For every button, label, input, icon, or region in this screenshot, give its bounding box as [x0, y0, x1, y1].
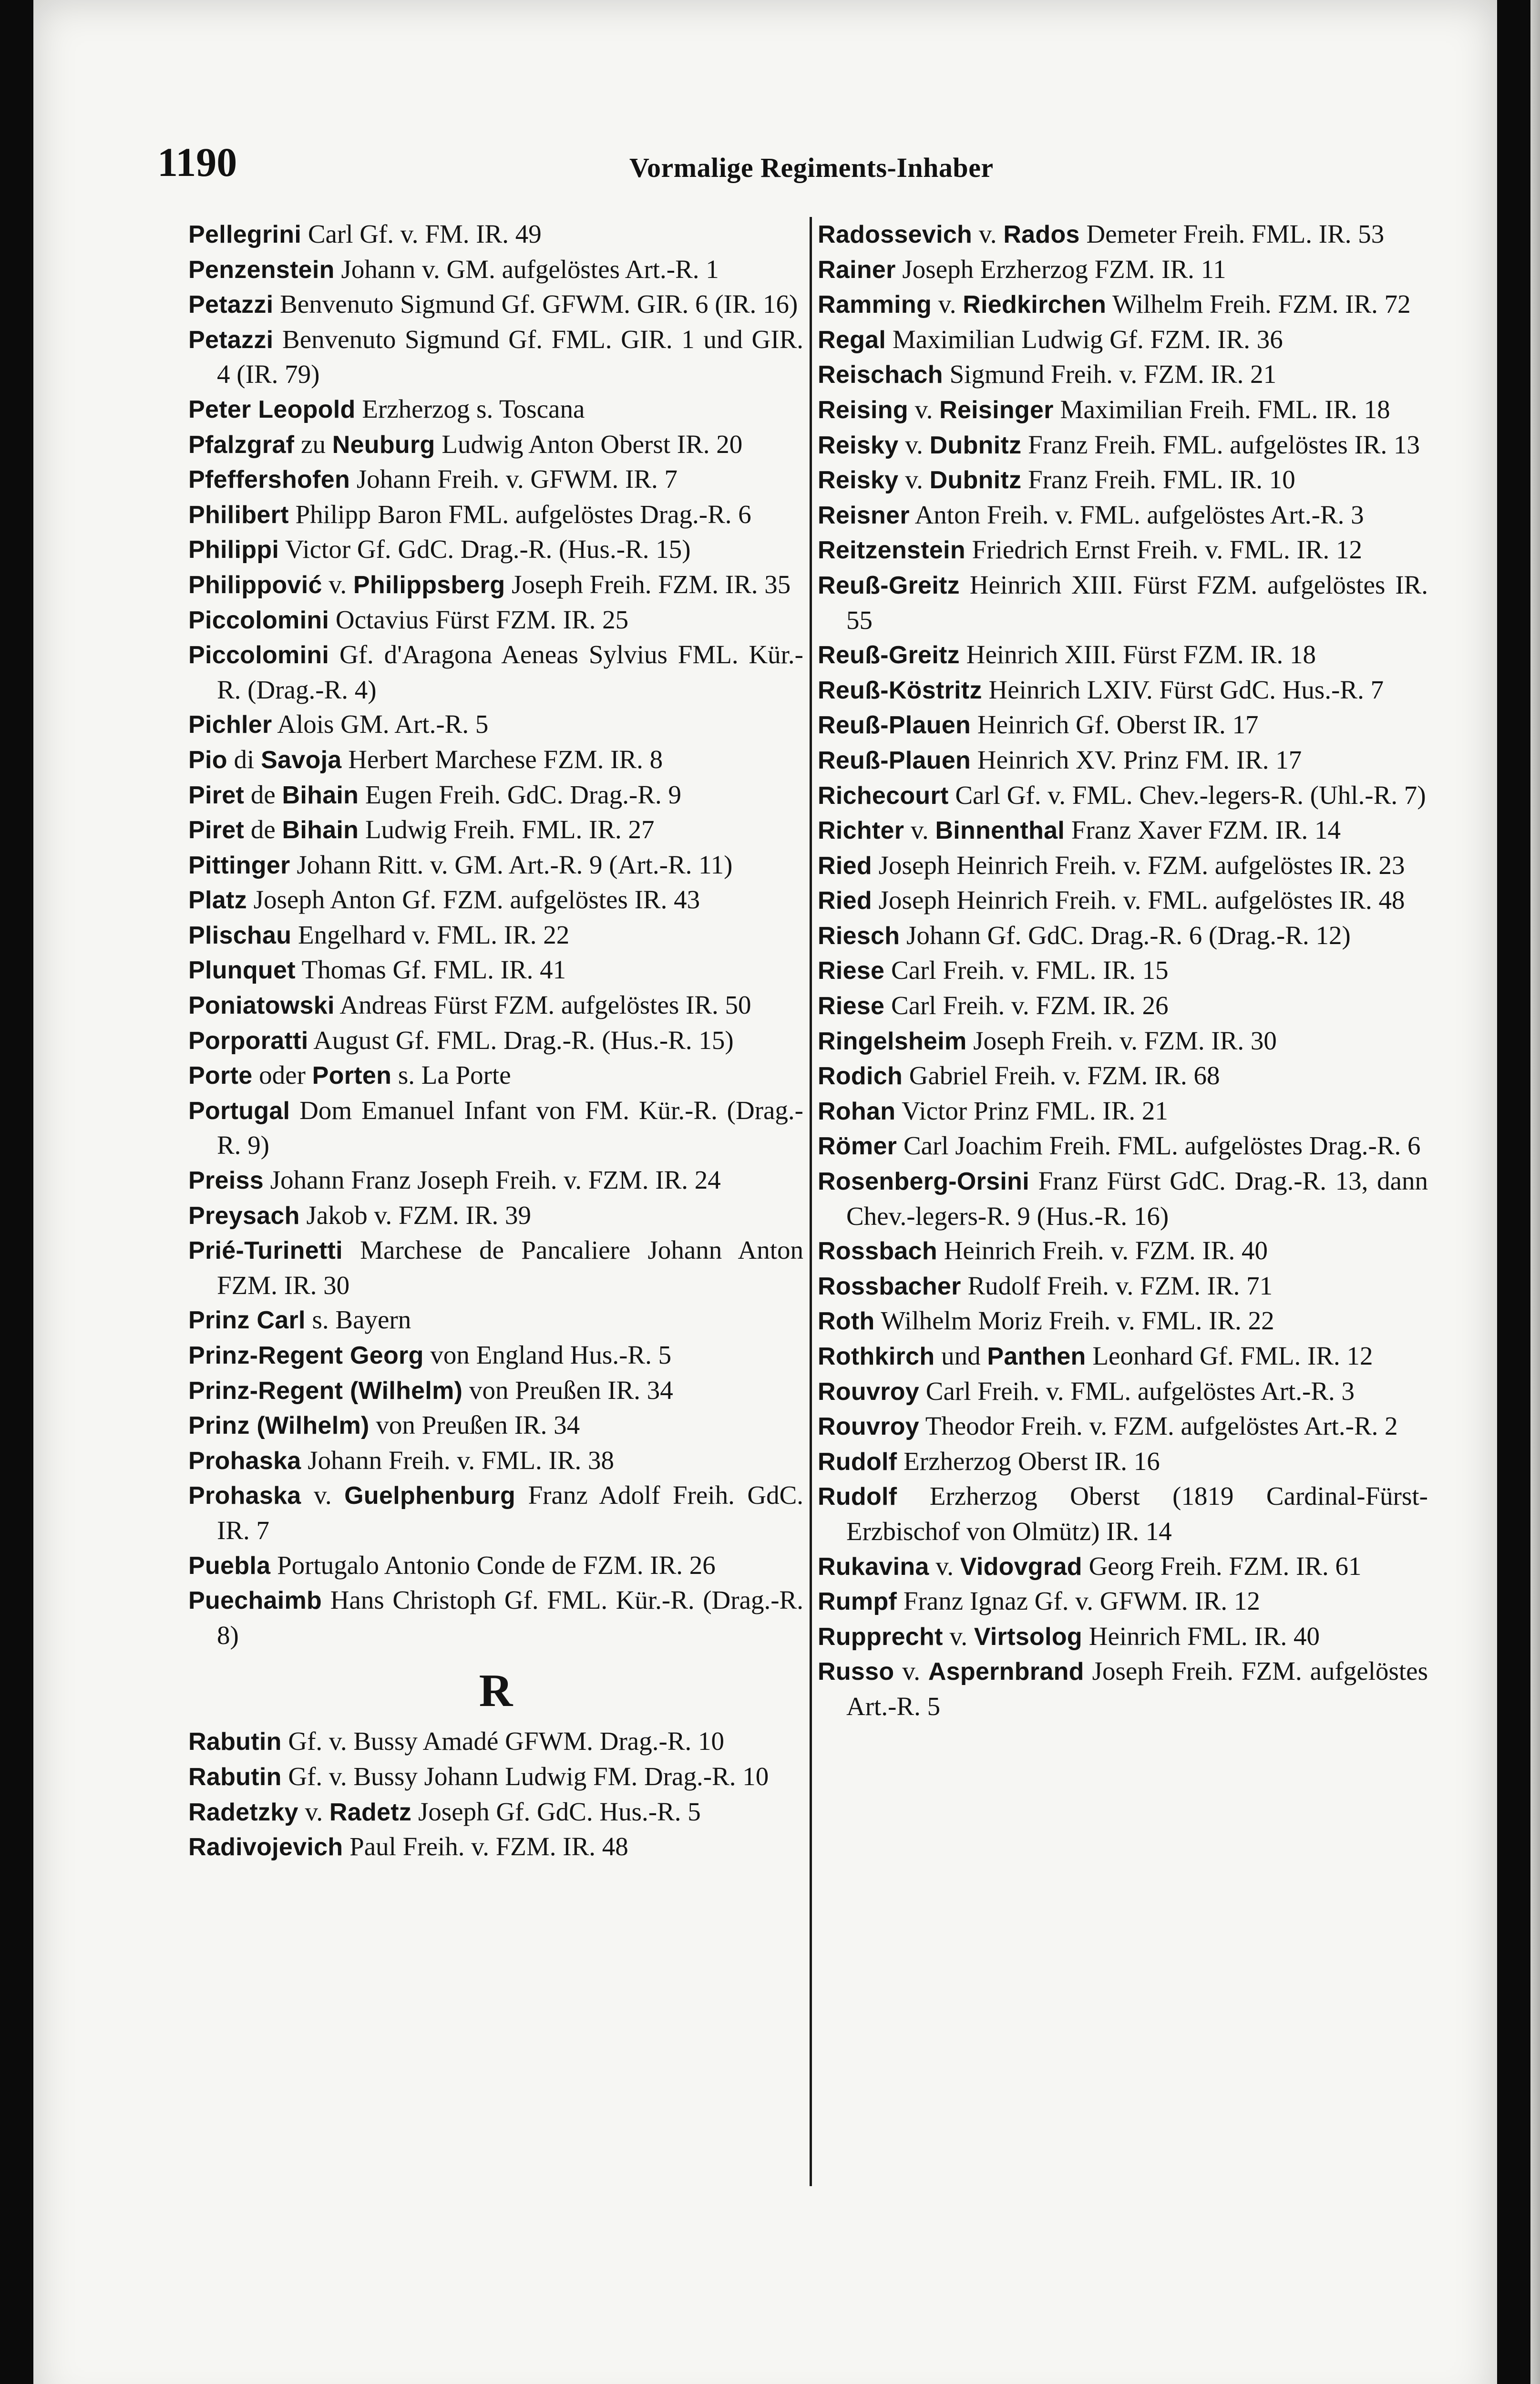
index-entry [818, 1129, 1428, 1164]
entry-text: Joseph Freih. v. FZM. IR. 30 [966, 1026, 1277, 1055]
entry-text: v. [898, 465, 930, 494]
entry-text: Heinrich XIII. Fürst FZM. aufgelöstes IR. 55 [846, 570, 1428, 635]
entry-headword: Richecourt [818, 781, 949, 810]
entry-text: Victor Gf. GdC. Drag.-R. (Hus.-R. 15) [279, 534, 691, 564]
page-edge-shadow [1530, 0, 1540, 2384]
entry-text: v. [301, 1480, 345, 1510]
entry-text: Philipp Baron FML. aufgelöstes Drag.-R. 6 [288, 499, 751, 529]
entry-headword: Rabutin [188, 1728, 282, 1756]
entry-text: Franz Freih. FML. IR. 10 [1021, 465, 1295, 494]
entry-headword: Vidovgrad [960, 1552, 1082, 1581]
entry-text: di [227, 744, 261, 774]
index-entry [818, 673, 1428, 708]
entry-text: Engelhard v. FML. IR. 22 [291, 920, 570, 949]
entry-headword: Piret [188, 816, 245, 844]
entry-headword: Platz [188, 886, 247, 915]
entry-headword: Reisner [818, 501, 910, 529]
entry-text: Thomas Gf. FML. IR. 41 [295, 955, 566, 985]
entry-text: v. [298, 1797, 329, 1826]
entry-headword: Piret [188, 781, 245, 809]
entry-text: Franz Adolf Freih. GdC. IR. 7 [217, 1480, 803, 1545]
index-entry [818, 1619, 1428, 1654]
entry-text: oder [252, 1060, 312, 1090]
index-entry [818, 392, 1428, 428]
entry-text: Carl Freih. v. FZM. IR. 26 [884, 991, 1169, 1020]
entry-headword: Radivojevich [188, 1833, 343, 1861]
index-entry [818, 1549, 1428, 1584]
index-entry [818, 357, 1428, 392]
entry-headword: Guelphenburg [344, 1482, 516, 1510]
entry-text: de [244, 815, 282, 844]
index-entry [818, 1304, 1428, 1339]
entry-headword: Rudolf [818, 1448, 897, 1476]
index-entry [188, 392, 803, 427]
entry-text: Theodor Freih. v. FZM. aufgelöstes Art.-R. 2 [919, 1411, 1398, 1441]
index-entry [818, 498, 1428, 533]
entry-text: v. [898, 430, 930, 459]
index-entry [188, 497, 803, 533]
index-entry [188, 1408, 803, 1443]
entry-text: v. [932, 289, 963, 319]
entry-text: Andreas Fürst FZM. aufgelöstes IR. 50 [334, 990, 751, 1020]
entry-headword: Rouvroy [818, 1413, 920, 1441]
entry-text: Anton Freih. v. FML. aufgelöstes Art.-R. 3 [909, 500, 1364, 529]
entry-text: und [934, 1341, 987, 1370]
entry-headword: Richter [818, 817, 904, 845]
entry-headword: Russo [818, 1658, 894, 1686]
entry-text: von Preußen IR. 34 [462, 1375, 673, 1405]
entry-headword: Reuß-Greitz [818, 641, 960, 669]
entry-text: Franz Xaver FZM. IR. 14 [1065, 815, 1341, 845]
entry-text: Herbert Marchese FZM. IR. 8 [341, 744, 663, 774]
entry-text: Carl Gf. v. FM. IR. 49 [301, 219, 542, 248]
entry-headword: Reitzenstein [818, 536, 965, 565]
entry-text: Erzherzog Oberst (1819 Cardinal-Fürst-Erzbischof von Olmütz) IR. 14 [846, 1481, 1428, 1546]
entry-headword: Pichler [188, 711, 272, 739]
entry-text: Johann Freih. v. FML. IR. 38 [301, 1445, 614, 1475]
entry-text: Marchese de Pancaliere Johann Anton FZM. IR. 30 [217, 1235, 803, 1300]
entry-headword: Rukavina [818, 1552, 929, 1581]
index-entry [818, 1409, 1428, 1444]
entry-headword: Bihain [282, 781, 359, 809]
entry-text: zu [294, 429, 332, 459]
entry-text: Sigmund Freih. v. FZM. IR. 21 [943, 360, 1277, 389]
entry-text: Maximilian Ludwig Gf. FZM. IR. 36 [886, 324, 1283, 354]
entry-text: Johann Ritt. v. GM. Art.-R. 9 (Art.-R. 11) [290, 850, 733, 879]
entry-text: Hans Christoph Gf. FML. Kür.-R. (Drag.-R. 8) [217, 1585, 803, 1650]
index-entry [818, 1233, 1428, 1269]
index-entry [818, 1339, 1428, 1374]
entry-headword: Puebla [188, 1552, 271, 1580]
entry-headword: Petazzi [188, 326, 274, 354]
index-entry [188, 287, 803, 322]
entry-headword: Regal [818, 326, 886, 354]
entry-headword: Rouvroy [818, 1377, 920, 1406]
index-entry [818, 287, 1428, 322]
entry-headword: Prinz (Wilhelm) [188, 1412, 370, 1440]
index-entry [818, 778, 1428, 813]
entry-text: Carl Freih. v. FML. IR. 15 [884, 956, 1169, 985]
entry-text: Erzherzog s. Toscana [355, 394, 585, 423]
index-entry [818, 1444, 1428, 1480]
left-column [188, 217, 803, 1865]
entry-text: Wilhelm Moriz Freih. v. FML. IR. 22 [874, 1306, 1274, 1336]
entry-headword: Pio [188, 746, 227, 774]
entry-text: s. La Porte [391, 1060, 511, 1090]
entry-headword: Ringelsheim [818, 1027, 967, 1055]
index-entry [818, 1584, 1428, 1619]
entry-text: Gf. d'Aragona Aeneas Sylvius FML. Kür.-R. (Drag.-R. 4) [217, 640, 803, 704]
entry-headword: Riedkirchen [963, 291, 1107, 319]
index-entry [188, 1759, 803, 1795]
entry-text: Gf. v. Bussy Johann Ludwig FM. Drag.-R. 10 [281, 1761, 769, 1791]
entry-headword: Philippsberg [353, 571, 505, 599]
index-entry [188, 1795, 803, 1830]
entry-text: August Gf. FML. Drag.-R. (Hus.-R. 15) [308, 1025, 734, 1055]
entry-text: Leonhard Gf. FML. IR. 12 [1086, 1341, 1373, 1370]
entry-text: Joseph Gf. GdC. Hus.-R. 5 [411, 1797, 701, 1826]
entry-headword: Dubnitz [929, 431, 1022, 459]
entry-headword: Rossbach [818, 1237, 937, 1265]
index-entry [818, 217, 1428, 252]
entry-headword: Reisinger [939, 396, 1054, 424]
index-entry [188, 742, 803, 778]
entry-headword: Riese [818, 957, 885, 985]
right-column [818, 217, 1428, 1724]
entry-text: Paul Freih. v. FZM. IR. 48 [343, 1832, 628, 1861]
index-entry [818, 1374, 1428, 1409]
index-entry [818, 988, 1428, 1024]
entry-text: Victor Prinz FML. IR. 21 [895, 1096, 1168, 1125]
index-entry [818, 953, 1428, 988]
entry-headword: Pittinger [188, 851, 290, 879]
entry-text: Georg Freih. FZM. IR. 61 [1082, 1551, 1362, 1581]
entry-headword: Rothkirch [818, 1343, 935, 1370]
index-entry [818, 637, 1428, 673]
index-entry [818, 1024, 1428, 1059]
index-entry [188, 988, 803, 1023]
entry-headword: Savoja [261, 746, 342, 774]
entry-text: Benvenuto Sigmund Gf. FML. GIR. 1 und GIR. 4 (IR. 79) [217, 324, 803, 389]
entry-headword: Radossevich [818, 221, 973, 248]
index-entry [188, 778, 803, 813]
entry-headword: Penzenstein [188, 256, 335, 284]
entry-text: v. [894, 1656, 928, 1686]
entry-text: Franz Freih. FML. aufgelöstes IR. 13 [1021, 430, 1420, 459]
index-entry [818, 1479, 1428, 1549]
entry-headword: Rosenberg-Orsini [818, 1168, 1029, 1196]
entry-text: v. [929, 1551, 960, 1581]
entry-text: von England Hus.-R. 5 [423, 1340, 672, 1369]
entry-headword: Piccolomini [188, 641, 329, 669]
index-entry [188, 1583, 803, 1653]
index-entry [818, 1269, 1428, 1304]
entry-text: Jakob v. FZM. IR. 39 [299, 1200, 532, 1230]
index-entry [188, 1198, 803, 1233]
entry-text: v. [904, 815, 935, 845]
entry-headword: Roth [818, 1307, 875, 1336]
entry-text: Gf. v. Bussy Amadé GFWM. Drag.-R. 10 [281, 1726, 724, 1756]
index-entry [818, 848, 1428, 884]
index-entry [188, 1338, 803, 1373]
index-entry [818, 462, 1428, 498]
entry-headword: Radetz [329, 1798, 412, 1826]
entry-text: de [244, 780, 282, 809]
entry-headword: Peter Leopold [188, 395, 356, 423]
entry-headword: Philibert [188, 501, 289, 529]
entry-text: s. Bayern [305, 1305, 411, 1335]
entry-text: Heinrich Gf. Oberst IR. 17 [971, 710, 1259, 740]
entry-text: Carl Joachim Freih. FML. aufgelöstes Drag.-R. 6 [897, 1131, 1421, 1161]
index-entry [818, 918, 1428, 954]
entry-headword: Ried [818, 852, 872, 880]
index-entry [188, 217, 803, 252]
entry-text: v. [943, 1621, 974, 1651]
section-letter: R [479, 1665, 513, 1717]
index-entry [188, 1443, 803, 1479]
entry-text: von Preußen IR. 34 [369, 1410, 580, 1440]
entry-text: Joseph Heinrich Freih. v. FZM. aufgelöstes IR. 23 [872, 850, 1405, 880]
entry-text: Friedrich Ernst Freih. v. FML. IR. 12 [965, 535, 1362, 565]
column-divider [810, 217, 812, 2186]
entry-headword: Reuß-Plauen [818, 711, 971, 740]
entry-text: Johann v. GM. aufgelöstes Art.-R. 1 [334, 254, 719, 284]
entry-text: Johann Freih. v. GFWM. IR. 7 [350, 464, 678, 494]
entry-text: Ludwig Freih. FML. IR. 27 [359, 815, 655, 844]
entry-headword: Petazzi [188, 291, 274, 319]
entry-headword: Rossbacher [818, 1272, 961, 1300]
index-entry [188, 953, 803, 988]
index-entry [188, 567, 803, 603]
index-entry [818, 1654, 1428, 1724]
entry-headword: Rainer [818, 256, 896, 284]
entry-text: v. [908, 394, 940, 424]
entry-text: Octavius Fürst FZM. IR. 25 [329, 605, 629, 634]
entry-headword: Pfalzgraf [188, 431, 295, 459]
entry-text: Ludwig Anton Oberst IR. 20 [435, 429, 743, 459]
index-entry [188, 637, 803, 707]
entry-headword: Preiss [188, 1167, 264, 1195]
index-entry [818, 533, 1428, 568]
entry-text: v. [972, 219, 1004, 248]
entry-text: Heinrich LXIV. Fürst GdC. Hus.-R. 7 [982, 675, 1384, 704]
index-entry [188, 322, 803, 392]
entry-text: Franz Fürst GdC. Drag.-R. 13, dann Chev.-legers-R. 9 (Hus.-R. 16) [846, 1166, 1428, 1231]
index-entry [818, 1058, 1428, 1094]
entry-headword: Virtsolog [974, 1623, 1082, 1651]
entry-text: Joseph Heinrich Freih. v. FML. aufgelöstes IR. 48 [872, 885, 1405, 915]
index-entry [818, 252, 1428, 288]
index-entry [188, 1023, 803, 1058]
entry-headword: Philippović [188, 571, 322, 599]
entry-headword: Rudolf [818, 1483, 897, 1511]
entry-headword: Reischach [818, 361, 943, 389]
entry-headword: Riesch [818, 922, 900, 950]
entry-headword: Rumpf [818, 1588, 897, 1616]
entry-headword: Porte [188, 1062, 253, 1090]
index-entry [188, 1829, 803, 1865]
entry-text: Johann Gf. GdC. Drag.-R. 6 (Drag.-R. 12) [900, 920, 1351, 950]
entry-text: Joseph Freih. FZM. aufgelöstes Art.-R. 5 [846, 1656, 1428, 1721]
entry-text: Demeter Freih. FML. IR. 53 [1079, 219, 1385, 248]
entry-text: v. [322, 569, 353, 599]
entry-text: Maximilian Freih. FML. IR. 18 [1053, 394, 1390, 424]
index-entry [188, 883, 803, 918]
entry-text: Carl Freih. v. FML. aufgelöstes Art.-R. 3 [919, 1376, 1355, 1406]
entry-headword: Prinz-Regent Georg [188, 1342, 424, 1369]
index-entry [188, 427, 803, 462]
entry-text: Dom Emanuel Infant von FM. Kür.-R. (Drag.-R. 9) [217, 1095, 803, 1160]
entry-text: Alois GM. Art.-R. 5 [272, 709, 489, 739]
entry-headword: Portugal [188, 1097, 290, 1125]
entry-headword: Philippi [188, 536, 279, 564]
entry-headword: Prinz Carl [188, 1306, 306, 1335]
index-entry [188, 848, 803, 883]
page-header [157, 138, 1325, 195]
index-entry [818, 813, 1428, 848]
entry-text: Heinrich Freih. v. FZM. IR. 40 [937, 1236, 1268, 1265]
entry-headword: Preysach [188, 1202, 300, 1230]
entry-headword: Reisky [818, 431, 899, 459]
entry-headword: Ried [818, 887, 872, 915]
entry-headword: Rabutin [188, 1763, 282, 1791]
index-entry [188, 1233, 803, 1303]
index-entry [188, 707, 803, 742]
entry-headword: Puechaimb [188, 1587, 322, 1615]
index-entry [188, 812, 803, 848]
index-entry [188, 1058, 803, 1093]
index-entry [188, 252, 803, 288]
index-entry [818, 708, 1428, 743]
index-entry [188, 1093, 803, 1163]
entry-headword: Pfeffershofen [188, 466, 350, 494]
entry-text: Johann Franz Joseph Freih. v. FZM. IR. 24 [263, 1165, 721, 1195]
index-entry [818, 322, 1428, 358]
index-entry [818, 1094, 1428, 1129]
index-entry [188, 1373, 803, 1408]
entry-headword: Reuß-Plauen [818, 746, 971, 774]
entry-headword: Panthen [987, 1343, 1086, 1370]
entry-headword: Reuß-Greitz [818, 571, 960, 599]
entry-text: Carl Gf. v. FML. Chev.-legers-R. (Uhl.-R. 7) [948, 780, 1426, 810]
entry-text: Portugalo Antonio Conde de FZM. IR. 26 [270, 1550, 716, 1580]
entry-headword: Porten [312, 1062, 392, 1090]
entry-text: Wilhelm Freih. FZM. IR. 72 [1106, 289, 1411, 319]
index-entry [818, 568, 1428, 637]
entry-headword: Poniatowski [188, 992, 335, 1020]
index-entry [188, 1163, 803, 1198]
entry-headword: Porporatti [188, 1027, 308, 1055]
entry-headword: Dubnitz [929, 466, 1022, 494]
index-entry [188, 1303, 803, 1338]
index-entry [818, 883, 1428, 918]
entry-text: Franz Ignaz Gf. v. GFWM. IR. 12 [897, 1586, 1260, 1616]
entry-headword: Ramming [818, 291, 932, 319]
entry-headword: Prohaska [188, 1447, 301, 1475]
index-entry [188, 532, 803, 567]
entry-headword: Aspernbrand [928, 1658, 1084, 1686]
index-entry [188, 603, 803, 638]
entry-text: Joseph Freih. FZM. IR. 35 [505, 569, 791, 599]
entry-headword: Prohaska [188, 1482, 301, 1510]
entry-headword: Neuburg [332, 431, 435, 459]
entry-headword: Piccolomini [188, 606, 329, 634]
entry-text: Erzherzog Oberst IR. 16 [897, 1446, 1160, 1476]
entry-headword: Rados [1003, 221, 1080, 248]
entry-text: Joseph Erzherzog FZM. IR. 11 [895, 254, 1226, 284]
entry-headword: Prié-Turinetti [188, 1237, 343, 1265]
page-number: 1190 [157, 139, 237, 185]
index-entry [188, 1724, 803, 1759]
entry-text: Eugen Freih. GdC. Drag.-R. 9 [359, 780, 681, 809]
entry-text: Gabriel Freih. v. FZM. IR. 68 [903, 1061, 1220, 1090]
entry-headword: Bihain [282, 816, 359, 844]
entry-headword: Radetzky [188, 1798, 298, 1826]
entry-text: Joseph Anton Gf. FZM. aufgelöstes IR. 43 [246, 885, 700, 915]
entry-text: Benvenuto Sigmund Gf. GFWM. GIR. 6 (IR. 16) [273, 289, 798, 319]
index-entry [188, 462, 803, 497]
entry-headword: Römer [818, 1132, 897, 1161]
entry-text: Rudolf Freih. v. FZM. IR. 71 [961, 1271, 1273, 1300]
index-entry [188, 1548, 803, 1583]
entry-headword: Prinz-Regent (Wilhelm) [188, 1377, 463, 1405]
entry-headword: Plunquet [188, 956, 296, 985]
index-entry [818, 743, 1428, 778]
entry-text: Heinrich FML. IR. 40 [1082, 1621, 1320, 1651]
entry-text: Heinrich XV. Prinz FM. IR. 17 [971, 745, 1302, 774]
entry-headword: Plischau [188, 921, 292, 949]
index-entry [818, 1164, 1428, 1233]
entry-text: Heinrich XIII. Fürst FZM. IR. 18 [959, 640, 1316, 669]
entry-headword: Rodich [818, 1062, 903, 1090]
index-entry [188, 1478, 803, 1548]
index-entry [188, 918, 803, 953]
index-entry [818, 428, 1428, 463]
entry-headword: Rupprecht [818, 1623, 943, 1651]
entry-headword: Pellegrini [188, 221, 302, 248]
entry-headword: Reising [818, 396, 908, 424]
entry-headword: Riese [818, 992, 885, 1020]
entry-headword: Rohan [818, 1097, 896, 1125]
entry-headword: Reuß-Köstritz [818, 676, 982, 704]
entry-headword: Binnenthal [935, 817, 1065, 845]
running-head: Vormalige Regiments-Inhaber [629, 152, 994, 183]
entry-headword: Reisky [818, 466, 899, 494]
